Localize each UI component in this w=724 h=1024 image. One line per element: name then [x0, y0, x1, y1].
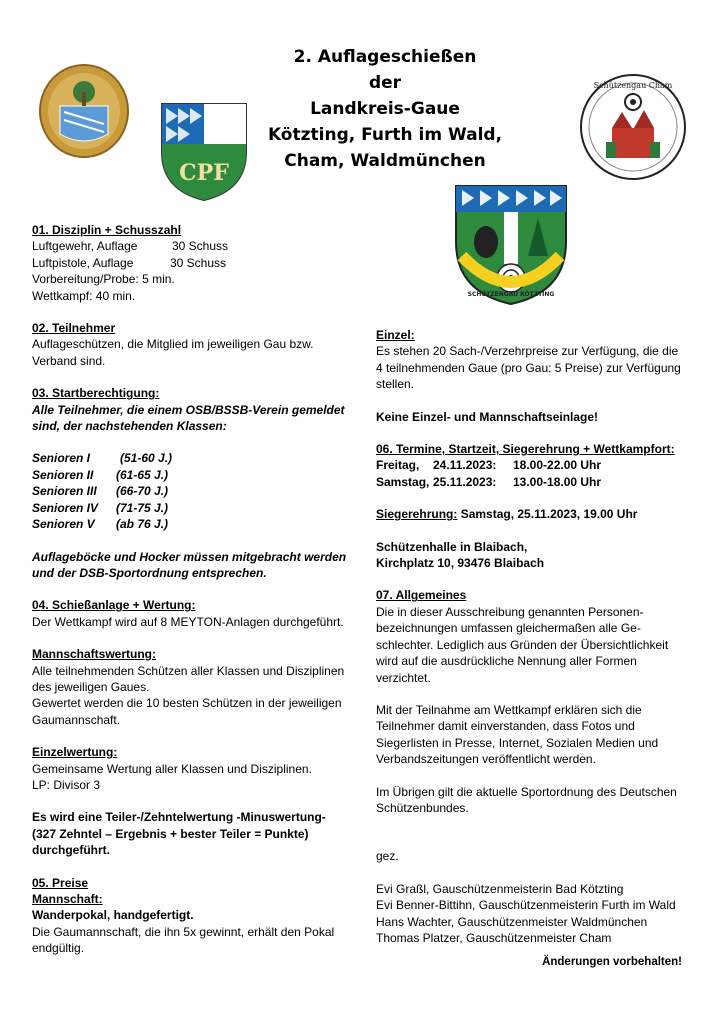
section-02-heading: 02. Teilnehmer — [32, 321, 116, 336]
team-prize-text: endgültig. — [32, 941, 85, 956]
signature-line: Hans Wachter, Gauschützenmeister Waldmünchen — [376, 914, 648, 929]
title-line-2: der — [368, 73, 402, 93]
equipment-note: Auflageböcke und Hocker müssen mitgebracht werden — [32, 549, 347, 564]
general-text: Die in dieser Ausschreibung genannten Personen- — [376, 604, 644, 619]
single-prize-text: stellen. — [376, 377, 415, 392]
title-line-1: 2. Auflageschießen — [293, 47, 477, 67]
class-name: Senioren V — [32, 517, 95, 532]
date-row — [376, 474, 696, 490]
class-row — [32, 500, 362, 516]
team-scoring-text: Alle teilnehmenden Schützen aller Klassen und Disziplinen — [32, 663, 345, 678]
section-06-heading: 06. Termine, Startzeit, Siegerehrung + Wettkampfort: — [376, 442, 675, 457]
single-scoring-heading: Einzelwertung: — [32, 745, 118, 760]
consent-text: Siegerlisten in Presse, Internet, Sozialen Medien und — [376, 735, 659, 750]
class-ages: (ab 76 J.) — [116, 517, 169, 532]
venue-text: Kirchplatz 10, 93476 Blaibach — [376, 556, 545, 571]
section-05-heading: 05. Preise — [32, 875, 89, 890]
svg-text:CPF: CPF — [179, 160, 229, 186]
ceremony-label: Siegerehrung: — [376, 507, 458, 522]
class-name: Senioren I — [32, 451, 91, 466]
team-prize-heading: Mannschaft: — [32, 892, 103, 906]
class-ages: (66-70 J.) — [116, 484, 169, 499]
equipment-note: und der DSB-Sportordnung entsprechen. — [32, 565, 267, 580]
date-day: Samstag, — [376, 474, 430, 489]
signature-line: gez. — [376, 849, 399, 864]
discipline-name: Luftgewehr, Auflage — [32, 239, 138, 254]
class-row — [32, 450, 362, 466]
class-row — [32, 467, 362, 483]
single-prize-text: 4 teilnehmenden Gaue (pro Gau: 5 Preise) zur Verfügung — [376, 360, 681, 375]
signature-line: Evi Graßl, Gauschützenmeisterin Bad Kötzting — [376, 881, 624, 896]
general-text: schlechter. Lediglich aus Gründen der Übersichtlichkeit — [376, 637, 669, 652]
general-text: wird auf die ausdrückliche Nennung aller Formen — [376, 654, 637, 669]
ceremony-row — [376, 506, 696, 522]
section-01-heading: 01. Disziplin + Schusszahl — [32, 223, 182, 237]
range-text: Der Wettkampf wird auf 8 MEYTON-Anlagen durchgeführt. — [32, 614, 344, 629]
title-line-5: Cham, Waldmünchen — [284, 151, 486, 171]
right-column — [376, 327, 696, 946]
class-name: Senioren IV — [32, 500, 99, 515]
single-prize-heading: Einzel: — [376, 328, 415, 342]
signature-line: Thomas Platzer, Gauschützenmeister Cham — [376, 930, 612, 945]
class-name: Senioren III — [32, 484, 97, 499]
section-03-heading: 03. Startberechtigung: — [32, 386, 160, 401]
ceremony-value: Samstag, 25.11.2023, 19.00 Uhr — [457, 507, 638, 522]
section-04-heading: 04. Schießanlage + Wertung: — [32, 598, 196, 613]
date-date: 25.11.2023: — [433, 474, 497, 489]
team-prize-text: Die Gaumannschaft, die ihn 5x gewinnt, erhält den Pokal — [32, 924, 335, 939]
participants-text: Verband sind. — [32, 353, 106, 368]
competition-time: Wettkampf: 40 min. — [32, 288, 136, 303]
single-prize-text: Es stehen 20 Sach-/Verzehrpreise zur Verfügung, die die — [376, 344, 679, 359]
date-date: 24.11.2023: — [433, 458, 497, 473]
document-title — [250, 44, 520, 174]
date-row — [376, 457, 696, 473]
eligibility-intro: sind, der nachstehenden Klassen: — [32, 419, 227, 434]
discipline-row — [32, 238, 362, 254]
scoring-rule: Es wird eine Teiler-/Zehntelwertung -Minuswertung- — [32, 810, 326, 825]
date-day: Freitag, — [376, 458, 420, 473]
discipline-row — [32, 255, 362, 271]
date-time: 13.00-18.00 Uhr — [513, 474, 602, 489]
discipline-shots: 30 Schuss — [170, 255, 227, 270]
venue-text: Schützenhalle in Blaibach, — [376, 539, 528, 554]
team-scoring-text: des jeweiligen Gaues. — [32, 679, 150, 694]
class-row — [32, 483, 362, 499]
prep-time: Vorbereitung/Probe: 5 min. — [32, 272, 175, 287]
class-ages: (61-65 J.) — [116, 467, 169, 482]
general-text: bezeichnungen umfassen gleichermaßen alle Ge- — [376, 621, 641, 636]
signature-line: Evi Benner-Bittihn, Gauschützenmeisterin Furth im Wald — [376, 898, 676, 913]
single-scoring-text: Gemeinsame Wertung aller Klassen und Disziplinen. — [32, 761, 312, 776]
section-07-heading: 07. Allgemeines — [376, 588, 467, 603]
ring-emblem-icon — [36, 62, 132, 160]
left-column — [32, 222, 362, 957]
changes-reserved-note: Änderungen vorbehalten! — [542, 956, 682, 968]
no-fee-note: Keine Einzel- und Mannschaftseinlage! — [376, 409, 599, 424]
discipline-shots: 30 Schuss — [172, 239, 229, 254]
trophy-text: Wanderpokal, handgefertigt. — [32, 908, 194, 923]
class-row — [32, 516, 362, 532]
team-scoring-text: Gaumannschaft. — [32, 712, 121, 727]
schuetzengau-koetzting-crest-icon — [452, 182, 570, 308]
title-line-4: Kötzting, Furth im Wald, — [267, 125, 503, 145]
date-time: 18.00-22.00 Uhr — [513, 458, 602, 473]
cpf-shield-crest-icon — [158, 100, 250, 204]
title-line-3: Landkreis-Gaue — [310, 99, 460, 119]
eligibility-intro: Alle Teilnehmer, die einem OSB/BSSB-Verein gemeldet — [32, 402, 345, 417]
schuetzengau-cham-seal-icon — [578, 72, 688, 182]
team-scoring-text: Gewertet werden die 10 besten Schützen in der jeweiligen — [32, 696, 342, 711]
rules-text: Im Übrigen gilt die aktuelle Sportordnung des Deutschen — [376, 784, 677, 799]
svg-text:Schützengau Cham: Schützengau Cham — [593, 81, 673, 90]
consent-text: Mit der Teilnahme am Wettkampf erklären sich die — [376, 702, 642, 717]
class-ages: (51-60 J.) — [120, 451, 173, 466]
single-scoring-text: LP: Divisor 3 — [32, 777, 101, 792]
rules-text: Schützenbundes. — [376, 800, 469, 815]
participants-text: Auflageschützen, die Mitglied im jeweiligen Gau bzw. — [32, 337, 314, 352]
scoring-rule: durchgeführt. — [32, 843, 110, 858]
consent-text: Teilnehmer damit einverstanden, dass Fotos und — [376, 719, 635, 734]
team-scoring-heading: Mannschaftswertung: — [32, 647, 157, 662]
class-name: Senioren II — [32, 467, 94, 482]
scoring-rule: (327 Zehntel – Ergebnis + bester Teiler = Punkte) — [32, 826, 309, 841]
general-text: verzichtet. — [376, 670, 431, 685]
consent-text: Verbandszeitungen veröffentlicht werden. — [376, 752, 596, 767]
svg-text:SCHÜTZENGAU KÖTZTING: SCHÜTZENGAU KÖTZTING — [467, 291, 555, 298]
class-ages: (71-75 J.) — [116, 500, 169, 515]
discipline-name: Luftpistole, Auflage — [32, 255, 134, 270]
